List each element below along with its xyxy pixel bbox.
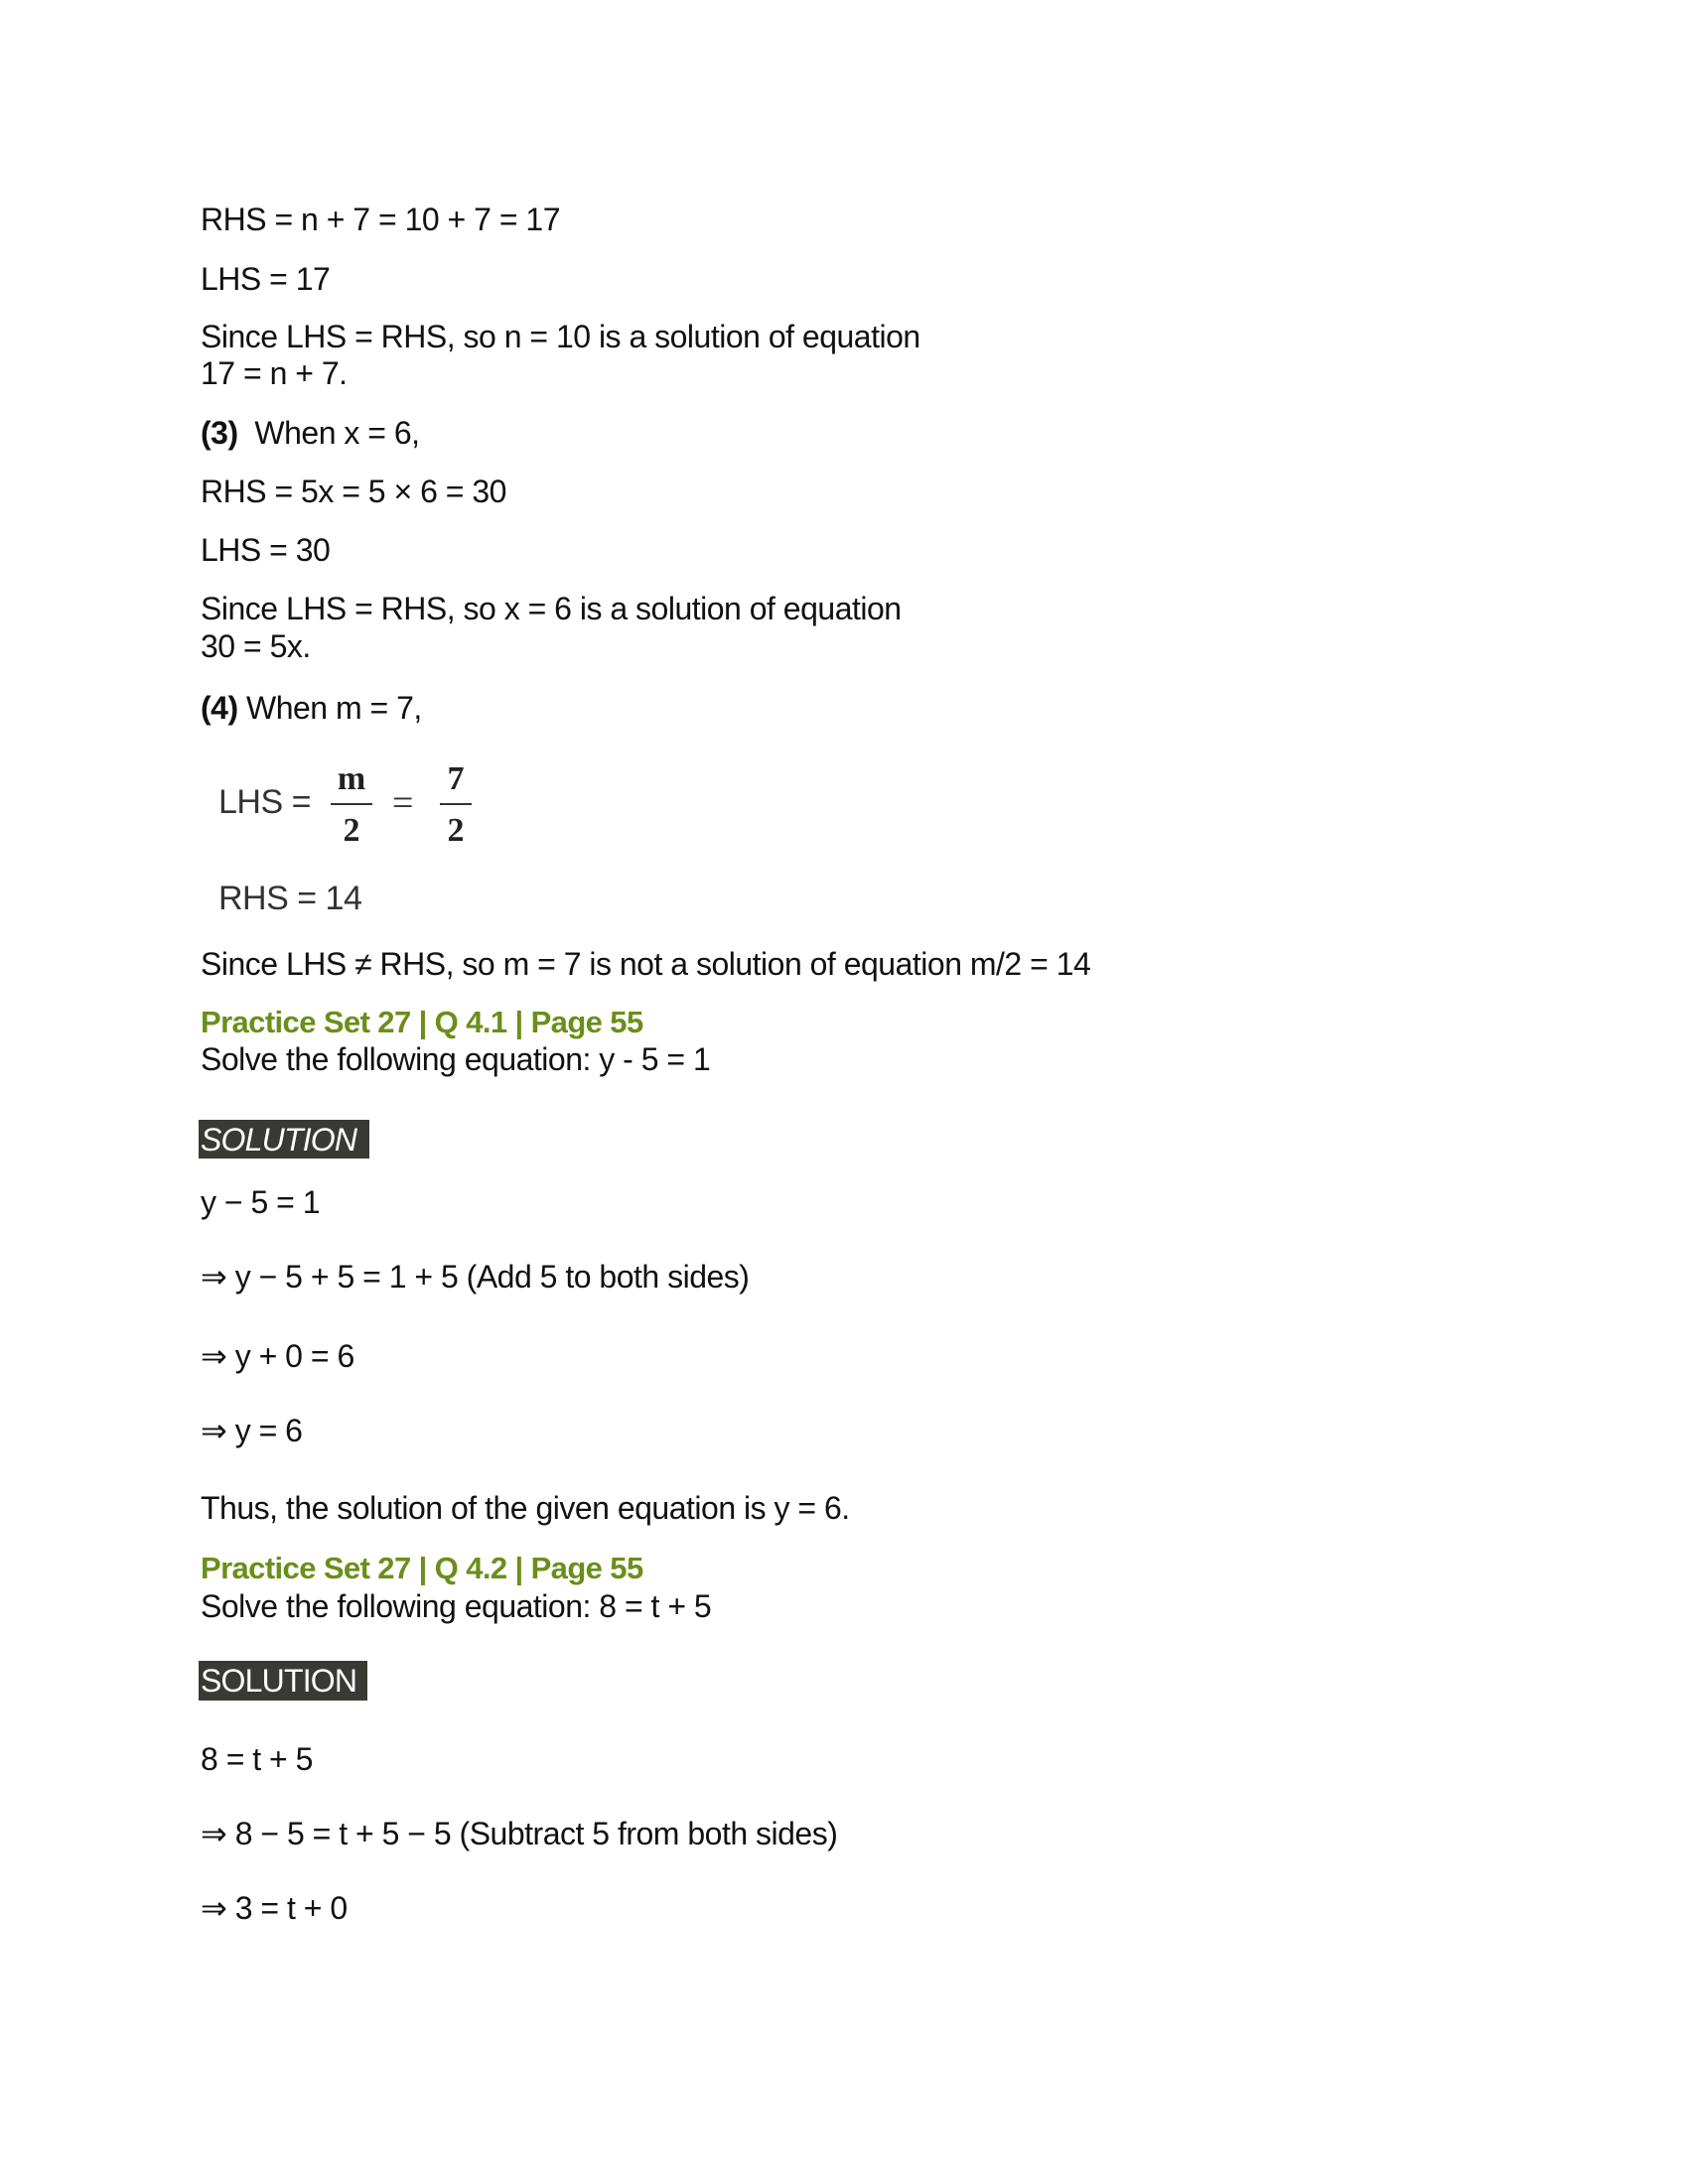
q42-solution-badge: SOLUTION xyxy=(199,1661,367,1701)
q41-step-3: ⇒ y + 0 = 6 xyxy=(201,1338,354,1374)
fraction2-numerator: 7 xyxy=(447,760,465,797)
lhs-label: LHS = xyxy=(218,783,311,821)
fraction2-denominator: 2 xyxy=(447,812,465,849)
part2-lhs-line: LHS = 17 xyxy=(201,261,331,297)
fraction1-denominator: 2 xyxy=(343,812,360,849)
part4-intro xyxy=(201,688,422,728)
part2-conclusion-line2: 17 = n + 7. xyxy=(201,355,348,391)
q42-question: Solve the following equation: 8 = t + 5 xyxy=(201,1588,712,1624)
part3-conclusion-line1: Since LHS = RHS, so x = 6 is a solution of equation xyxy=(201,591,902,626)
q42-heading: Practice Set 27 | Q 4.2 | Page 55 xyxy=(201,1551,643,1585)
part3-label: (3) xyxy=(201,415,238,451)
q41-solution-badge: SOLUTION xyxy=(199,1120,369,1159)
part4-label: (4) xyxy=(201,690,238,726)
q41-step-4: ⇒ y = 6 xyxy=(201,1413,303,1448)
q42-step-3: ⇒ 3 = t + 0 xyxy=(201,1890,348,1926)
fraction1-numerator: m xyxy=(337,760,366,797)
fraction-equals-sign: = xyxy=(392,782,414,824)
rhs-value: RHS = 14 xyxy=(218,880,362,917)
part4-intro-text: When m = 7, xyxy=(246,690,422,726)
lhs-fraction-equation xyxy=(218,754,516,854)
part3-intro-text: When x = 6, xyxy=(254,415,420,451)
q41-question: Solve the following equation: y - 5 = 1 xyxy=(201,1041,711,1077)
part3-intro xyxy=(201,413,420,453)
part3-lhs-line: LHS = 30 xyxy=(201,532,331,568)
fraction2-bar xyxy=(440,803,472,805)
rhs-equation xyxy=(218,879,516,918)
q41-step-1: y − 5 = 1 xyxy=(201,1184,321,1220)
part3-conclusion-line2: 30 = 5x. xyxy=(201,628,311,664)
q41-conclusion: Thus, the solution of the given equation is y = 6. xyxy=(201,1490,850,1526)
part4-conclusion: Since LHS ≠ RHS, so m = 7 is not a solution of equation m/2 = 14 xyxy=(201,946,1091,982)
part2-conclusion-line1: Since LHS = RHS, so n = 10 is a solution of equation xyxy=(201,319,920,354)
q41-heading: Practice Set 27 | Q 4.1 | Page 55 xyxy=(201,1005,643,1039)
part3-rhs-line: RHS = 5x = 5 × 6 = 30 xyxy=(201,474,506,509)
q42-step-1: 8 = t + 5 xyxy=(201,1741,313,1777)
fraction1-bar xyxy=(331,803,372,805)
part2-rhs-line: RHS = n + 7 = 10 + 7 = 17 xyxy=(201,202,560,237)
q41-step-2: ⇒ y − 5 + 5 = 1 + 5 (Add 5 to both sides) xyxy=(201,1259,750,1295)
q42-step-2: ⇒ 8 − 5 = t + 5 − 5 (Subtract 5 from both sides) xyxy=(201,1816,838,1851)
